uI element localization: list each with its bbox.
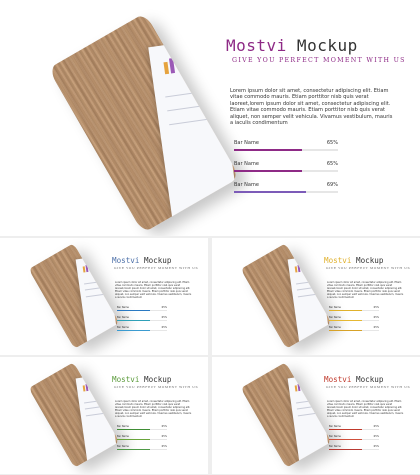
title-accent: Mostvi: [324, 375, 352, 384]
bar-name: Bar Name: [117, 316, 129, 319]
bar-track: [117, 429, 167, 430]
bar-track: [329, 310, 379, 311]
slide-subtitle: GIVE YOU PERFECT MOMENT WITH US: [326, 385, 411, 389]
bar-fill: [117, 330, 150, 331]
phone-mockup-image: [48, 13, 240, 234]
bar-track: [117, 310, 167, 311]
progress-bar-row: [329, 445, 379, 455]
bar-fill: [329, 439, 362, 440]
body-paragraph: Lorem ipsum dolor sit amet, consectetur adipiscing elit. Etiam vitae commodo mauris. Etiam porttitor nisb quis verat laoreet,lorem ipsum dolor sit amet, consectetur adipiscing elit. Etiam vitae commodo mauris. Etiam porttitor nisb quis verat aliquet, non semper velit vehicula. Vivamus vestibulum, mauris a iaculis condimentum: [327, 400, 404, 419]
bar-name: Bar Name: [329, 425, 341, 428]
variant-slide-blue[interactable]: [0, 238, 208, 355]
slide-subtitle: GIVE YOU PERFECT MOMENT WITH US: [326, 266, 411, 270]
progress-bars: [329, 306, 379, 336]
variant-slide-red[interactable]: [212, 357, 420, 474]
bar-fill: [234, 149, 302, 151]
bar-name: Bar Name: [117, 425, 129, 428]
progress-bar-row: [329, 326, 379, 336]
progress-bar-row: [117, 316, 167, 326]
bar-name: Bar Name: [117, 445, 129, 448]
bar-percent: 65%: [161, 316, 167, 319]
variant-slide-yellow[interactable]: [212, 238, 420, 355]
progress-bars: [117, 306, 167, 336]
bar-name: Bar Name: [117, 326, 129, 329]
body-paragraph: Lorem ipsum dolor sit amet, consectetur adipiscing elit. Etiam vitae commodo mauris. Etiam porttitor nisb quis verat laoreet,lorem ipsum dolor sit amet, consectetur adipiscing elit. Etiam vitae commodo mauris. Etiam porttitor nisb quis verat aliquet, non semper velit vehicula. Vivamus vestibulum, mauris a iaculis condimentum: [115, 281, 192, 300]
phone-mockup-image: [28, 362, 119, 468]
bar-percent: 65%: [161, 445, 167, 448]
slide-subtitle: GIVE YOU PERFECT MOMENT WITH US: [232, 57, 406, 64]
progress-bars: [117, 425, 167, 455]
progress-bar-row: [117, 326, 167, 336]
progress-bar-row: [117, 435, 167, 445]
bar-track: [234, 149, 338, 151]
progress-bar-row: [234, 161, 338, 182]
progress-bar-row: [329, 435, 379, 445]
bar-percent: 65%: [373, 326, 379, 329]
phone-mockup-image: [240, 243, 331, 349]
phone-mockup-image: [240, 362, 331, 468]
title-accent: Mostvi: [226, 36, 287, 55]
body-paragraph: Lorem ipsum dolor sit amet, consectetur adipiscing elit. Etiam vitae commodo mauris. Etiam porttitor nisb quis verat laoreet,lorem ipsum dolor sit amet, consectetur adipiscing elit. Etiam vitae commodo mauris. Etiam porttitor nisb quis verat aliquet, non semper velit vehicula. Vivamus vestibulum, mauris a iaculis condimentum: [327, 281, 404, 300]
bar-percent: 69%: [326, 182, 338, 188]
bar-name: Bar Name: [329, 306, 341, 309]
bar-percent: 65%: [161, 425, 167, 428]
body-paragraph: Lorem ipsum dolor sit amet, consectetur adipiscing elit. Etiam vitae commodo mauris. Etiam porttitor nisb quis verat laoreet,lorem ipsum dolor sit amet, consectetur adipiscing elit. Etiam vitae commodo mauris. Etiam porttitor nisb quis verat aliquet, non semper velit vehicula. Vivamus vestibulum, mauris a iaculis condimentum: [115, 400, 192, 419]
bar-name: Bar Name: [329, 326, 341, 329]
bar-track: [117, 439, 167, 440]
main-slide[interactable]: [0, 0, 420, 236]
bar-fill: [117, 310, 150, 311]
bar-fill: [329, 449, 362, 450]
bar-fill: [117, 429, 150, 430]
slide-subtitle: GIVE YOU PERFECT MOMENT WITH US: [114, 266, 199, 270]
bar-fill: [117, 439, 150, 440]
bar-name: Bar Name: [329, 445, 341, 448]
bar-name: Bar Name: [329, 316, 341, 319]
bar-fill: [329, 310, 362, 311]
bar-percent: 65%: [161, 326, 167, 329]
title-rest: Mockup: [351, 375, 384, 384]
bar-fill: [117, 320, 150, 321]
phone-mockup-image: [28, 243, 119, 349]
bar-fill: [329, 429, 362, 430]
progress-bar-row: [117, 425, 167, 435]
bar-name: Bar Name: [117, 435, 129, 438]
bar-track: [234, 170, 338, 172]
bar-fill: [329, 330, 362, 331]
progress-bar-row: [117, 445, 167, 455]
title-accent: Mostvi: [324, 256, 352, 265]
bar-track: [329, 320, 379, 321]
bar-track: [329, 439, 379, 440]
bar-name: Bar Name: [234, 140, 259, 146]
bar-track: [329, 449, 379, 450]
slide-title: [324, 256, 383, 265]
progress-bars: [329, 425, 379, 455]
bar-name: Bar Name: [117, 306, 129, 309]
slide-title: [112, 375, 171, 384]
title-rest: Mockup: [351, 256, 384, 265]
bar-track: [329, 330, 379, 331]
title-accent: Mostvi: [112, 375, 140, 384]
bar-track: [117, 330, 167, 331]
bar-percent: 65%: [373, 425, 379, 428]
bar-name: Bar Name: [234, 161, 259, 167]
bar-percent: 65%: [373, 316, 379, 319]
bar-percent: 65%: [373, 306, 379, 309]
variant-slide-green[interactable]: [0, 357, 208, 474]
progress-bar-row: [329, 306, 379, 316]
slide-title: [324, 375, 383, 384]
progress-bar-row: [234, 140, 338, 161]
progress-bar-row: [117, 306, 167, 316]
progress-bar-row: [329, 425, 379, 435]
bar-fill: [329, 320, 362, 321]
bar-track: [117, 449, 167, 450]
bar-percent: 65%: [373, 445, 379, 448]
bar-percent: 65%: [326, 140, 338, 146]
body-paragraph: Lorem ipsum dolor sit amet, consectetur adipiscing elit. Etiam vitae commodo mauris. Etiam porttitor nisb quis verat laoreet,lorem ipsum dolor sit amet, consectetur adipiscing elit. Etiam vitae commodo mauris. Etiam porttitor nisb quis verat aliquet, non semper velit vehicula. Vivamus vestibulum, mauris a iaculis condimentum: [230, 88, 393, 127]
slide-title: [112, 256, 171, 265]
bar-track: [117, 320, 167, 321]
title-rest: Mockup: [286, 36, 358, 55]
progress-bars: [234, 140, 338, 203]
bar-percent: 65%: [161, 306, 167, 309]
bar-fill: [234, 170, 302, 172]
bar-fill: [234, 191, 306, 193]
progress-bar-row: [329, 316, 379, 326]
title-accent: Mostvi: [112, 256, 140, 265]
bar-percent: 65%: [326, 161, 338, 167]
slide-title: [226, 36, 358, 55]
bar-track: [329, 429, 379, 430]
slide-subtitle: GIVE YOU PERFECT MOMENT WITH US: [114, 385, 199, 389]
bar-fill: [117, 449, 150, 450]
bar-percent: 65%: [161, 435, 167, 438]
bar-name: Bar Name: [329, 435, 341, 438]
bar-percent: 65%: [373, 435, 379, 438]
title-rest: Mockup: [139, 256, 172, 265]
title-rest: Mockup: [139, 375, 172, 384]
bar-track: [234, 191, 338, 193]
bar-name: Bar Name: [234, 182, 259, 188]
progress-bar-row: [234, 182, 338, 203]
